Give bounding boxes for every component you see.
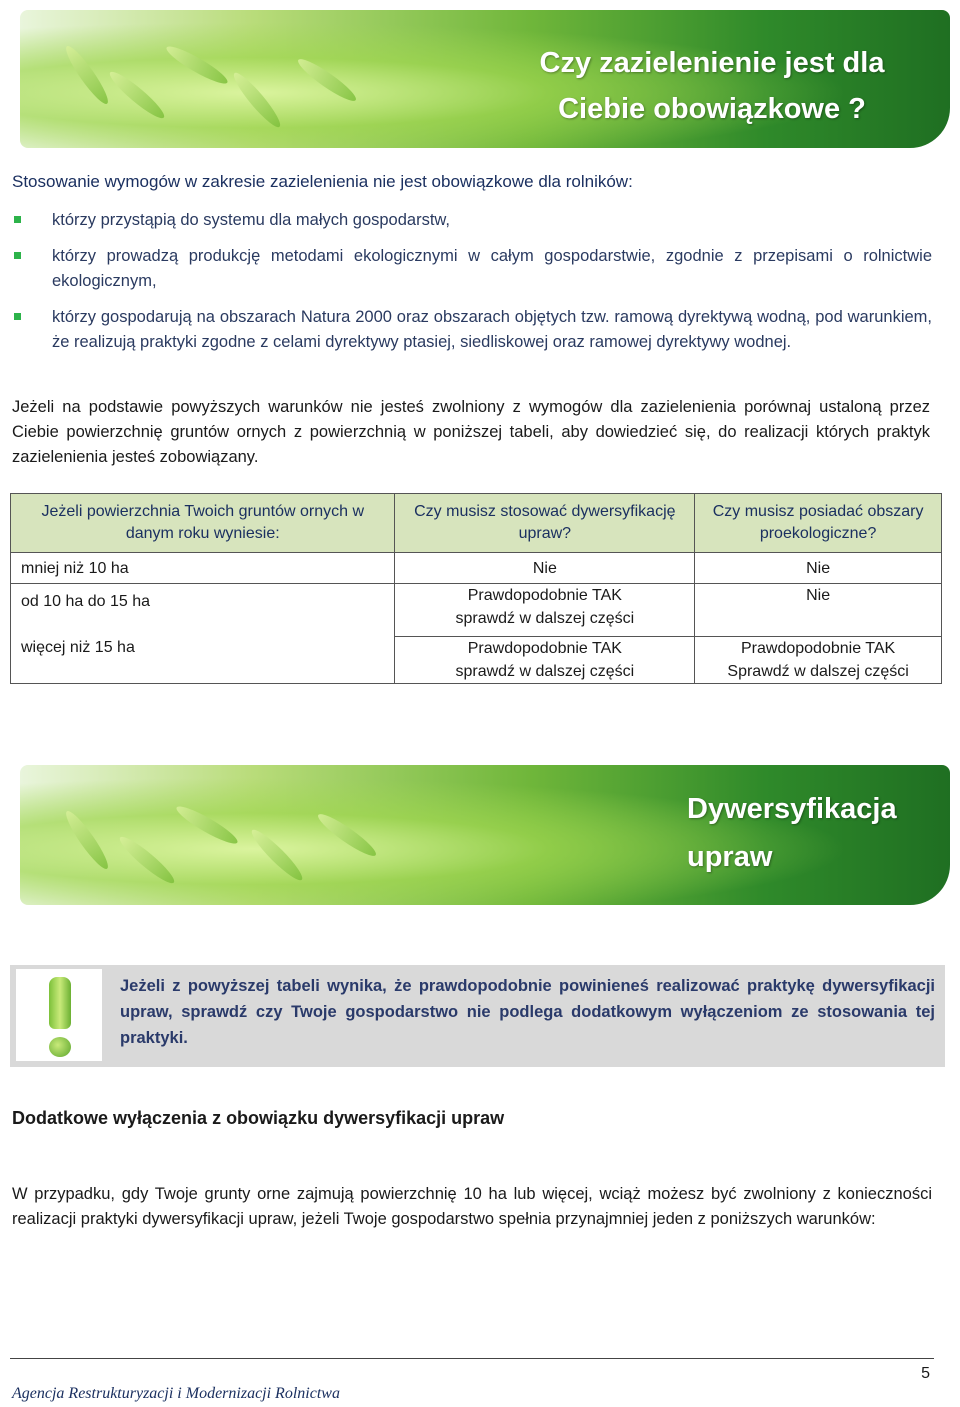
exclamation-icon <box>16 969 102 1061</box>
body-paragraph: W przypadku, gdy Twoje grunty orne zajmują powierzchnię 10 ha lub więcej, wciąż możesz być zwolniony z konieczności realizacji praktyki dywersyfikacji upraw, jeżeli Twoje gospodarstwo spełnia przynajmniej jeden z poniższych warunków: <box>12 1185 932 1228</box>
info-note <box>10 965 945 1067</box>
exemption-list <box>12 208 932 366</box>
page-number: 5 <box>921 1365 930 1382</box>
list-item: którzy prowadzą produkcję metodami ekologicznymi w całym gospodarstwie, zgodnie z przepisami o rolnictwie ekologicznym, <box>12 244 932 294</box>
section-title: Dywersyfikacja upraw <box>687 793 897 873</box>
table-row: od 10 ha do 15 ha Prawdopodobnie TAK sprawdź w dalszej części Nie <box>11 584 942 637</box>
list-item: którzy gospodarują na obszarach Natura 2000 oraz obszarach objętych tzw. ramową dyrektywą wodną, pod warunkiem, że realizują praktyki zgodne z celami dyrektywy ptasiej, siedliskowej oraz ramowej dyrektywy wodnej. <box>12 305 932 355</box>
table-row: mniej niż 10 ha Nie Nie <box>11 553 942 584</box>
table-row: więcej niż 15 ha Prawdopodobnie TAK sprawdź w dalszej części Prawdopodobnie TAK Sprawdź w dalszej części <box>11 636 942 683</box>
bullet-icon <box>14 313 21 320</box>
list-item: którzy przystąpią do systemu dla małych gospodarstw, <box>12 208 932 233</box>
table-header: Czy musisz stosować dywersyfikację upraw? <box>395 494 695 553</box>
section-heading: Dodatkowe wyłączenia z obowiązku dywersyfikacji upraw <box>12 1108 505 1128</box>
table-header: Jeżeli powierzchnia Twoich gruntów ornych w danym roku wyniesie: <box>11 494 395 553</box>
bullet-icon <box>14 252 21 259</box>
header-banner <box>20 10 950 148</box>
table-header: Czy musisz posiadać obszary proekologiczne? <box>695 494 942 553</box>
footer-divider <box>10 1358 934 1359</box>
section-banner <box>20 765 950 905</box>
banner-title: Czy zazielenienie jest dla Ciebie obowiązkowe ? <box>539 47 885 125</box>
body-paragraph: Jeżeli na podstawie powyższych warunków nie jesteś zwolniony z wymogów dla zazielenienia porównaj ustaloną przez Ciebie powierzchnię gruntów ornych z powierzchnią w poniższej tabeli, aby dowiedzieć się, do realizacji których praktyk zazielenienia jesteś zobowiązany. <box>12 398 930 466</box>
requirements-table <box>10 493 942 684</box>
intro-text: Stosowanie wymogów w zakresie zazielenienia nie jest obowiązkowe dla rolników: <box>12 172 633 191</box>
footer-agency: Agencja Restrukturyzacji i Modernizacji Rolnictwa <box>12 1385 340 1402</box>
bullet-icon <box>14 216 21 223</box>
note-text: Jeżeli z powyższej tabeli wynika, że prawdopodobnie powinieneś realizować praktykę dywersyfikacji upraw, sprawdź czy Twoje gospodarstwo nie podlega dodatkowym wyłączeniom ze stosowania tej praktyki. <box>120 977 935 1047</box>
